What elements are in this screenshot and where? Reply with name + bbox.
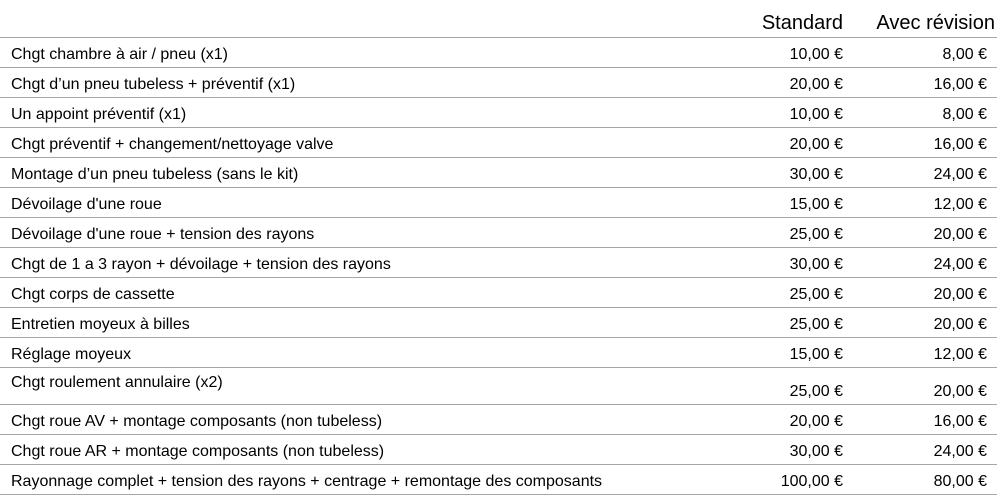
table-row xyxy=(0,218,997,248)
table-row xyxy=(0,338,997,368)
price-standard: 30,00 € xyxy=(741,248,845,278)
price-standard: 30,00 € xyxy=(741,158,845,188)
table-row xyxy=(0,158,997,188)
table-row xyxy=(0,368,997,405)
price-standard: 20,00 € xyxy=(741,68,845,98)
table-row xyxy=(0,435,997,465)
service-label: Chgt chambre à air / pneu (x1) xyxy=(0,38,741,68)
service-label: Chgt roue AR + montage composants (non tubeless) xyxy=(0,435,741,465)
service-label: Chgt corps de cassette xyxy=(0,278,741,308)
price-revision: 8,00 € xyxy=(845,98,997,128)
price-standard: 15,00 € xyxy=(741,338,845,368)
service-label: Un appoint préventif (x1) xyxy=(0,98,741,128)
table-row xyxy=(0,405,997,435)
table-row xyxy=(0,98,997,128)
price-revision: 12,00 € xyxy=(845,338,997,368)
header-revision: Avec révision xyxy=(876,12,995,34)
price-standard: 25,00 € xyxy=(741,218,845,248)
price-revision: 24,00 € xyxy=(845,158,997,188)
table-header xyxy=(0,0,997,38)
price-standard: 100,00 € xyxy=(741,465,845,495)
price-revision: 8,00 € xyxy=(845,38,997,68)
price-standard: 10,00 € xyxy=(741,98,845,128)
service-label: Dévoilage d'une roue xyxy=(0,188,741,218)
table-row xyxy=(0,128,997,158)
service-label: Réglage moyeux xyxy=(0,338,741,368)
table-row xyxy=(0,465,997,495)
service-label: Chgt de 1 a 3 rayon + dévoilage + tension des rayons xyxy=(0,248,741,278)
price-revision: 20,00 € xyxy=(845,308,997,338)
price-revision: 16,00 € xyxy=(845,405,997,435)
price-standard: 25,00 € xyxy=(741,308,845,338)
price-revision: 24,00 € xyxy=(845,248,997,278)
price-revision: 20,00 € xyxy=(845,218,997,248)
service-label: Chgt roulement annulaire (x2) xyxy=(0,368,741,405)
service-label: Chgt d’un pneu tubeless + préventif (x1) xyxy=(0,68,741,98)
price-revision: 20,00 € xyxy=(845,368,997,405)
table-row xyxy=(0,308,997,338)
table-row xyxy=(0,68,997,98)
price-revision: 24,00 € xyxy=(845,435,997,465)
price-standard: 30,00 € xyxy=(741,435,845,465)
table-row xyxy=(0,188,997,218)
price-standard: 15,00 € xyxy=(741,188,845,218)
header-row xyxy=(0,0,997,38)
service-label: Rayonnage complet + tension des rayons + centrage + remontage des composants xyxy=(0,465,741,495)
table-row xyxy=(0,278,997,308)
price-revision: 20,00 € xyxy=(845,278,997,308)
price-revision: 16,00 € xyxy=(845,128,997,158)
price-standard: 10,00 € xyxy=(741,38,845,68)
service-label: Dévoilage d'une roue + tension des rayons xyxy=(0,218,741,248)
service-label: Chgt préventif + changement/nettoyage valve xyxy=(0,128,741,158)
header-label xyxy=(0,0,741,38)
price-standard: 25,00 € xyxy=(741,278,845,308)
price-revision: 16,00 € xyxy=(845,68,997,98)
table-row xyxy=(0,38,997,68)
price-standard: 20,00 € xyxy=(741,128,845,158)
table-body xyxy=(0,38,997,495)
service-label: Montage d’un pneu tubeless (sans le kit) xyxy=(0,158,741,188)
price-standard: 20,00 € xyxy=(741,405,845,435)
price-revision: 12,00 € xyxy=(845,188,997,218)
service-label: Chgt roue AV + montage composants (non tubeless) xyxy=(0,405,741,435)
price-standard: 25,00 € xyxy=(741,368,845,405)
header-standard: Standard xyxy=(761,12,843,34)
table-row xyxy=(0,248,997,278)
price-revision: 80,00 € xyxy=(845,465,997,495)
service-label: Entretien moyeux à billes xyxy=(0,308,741,338)
